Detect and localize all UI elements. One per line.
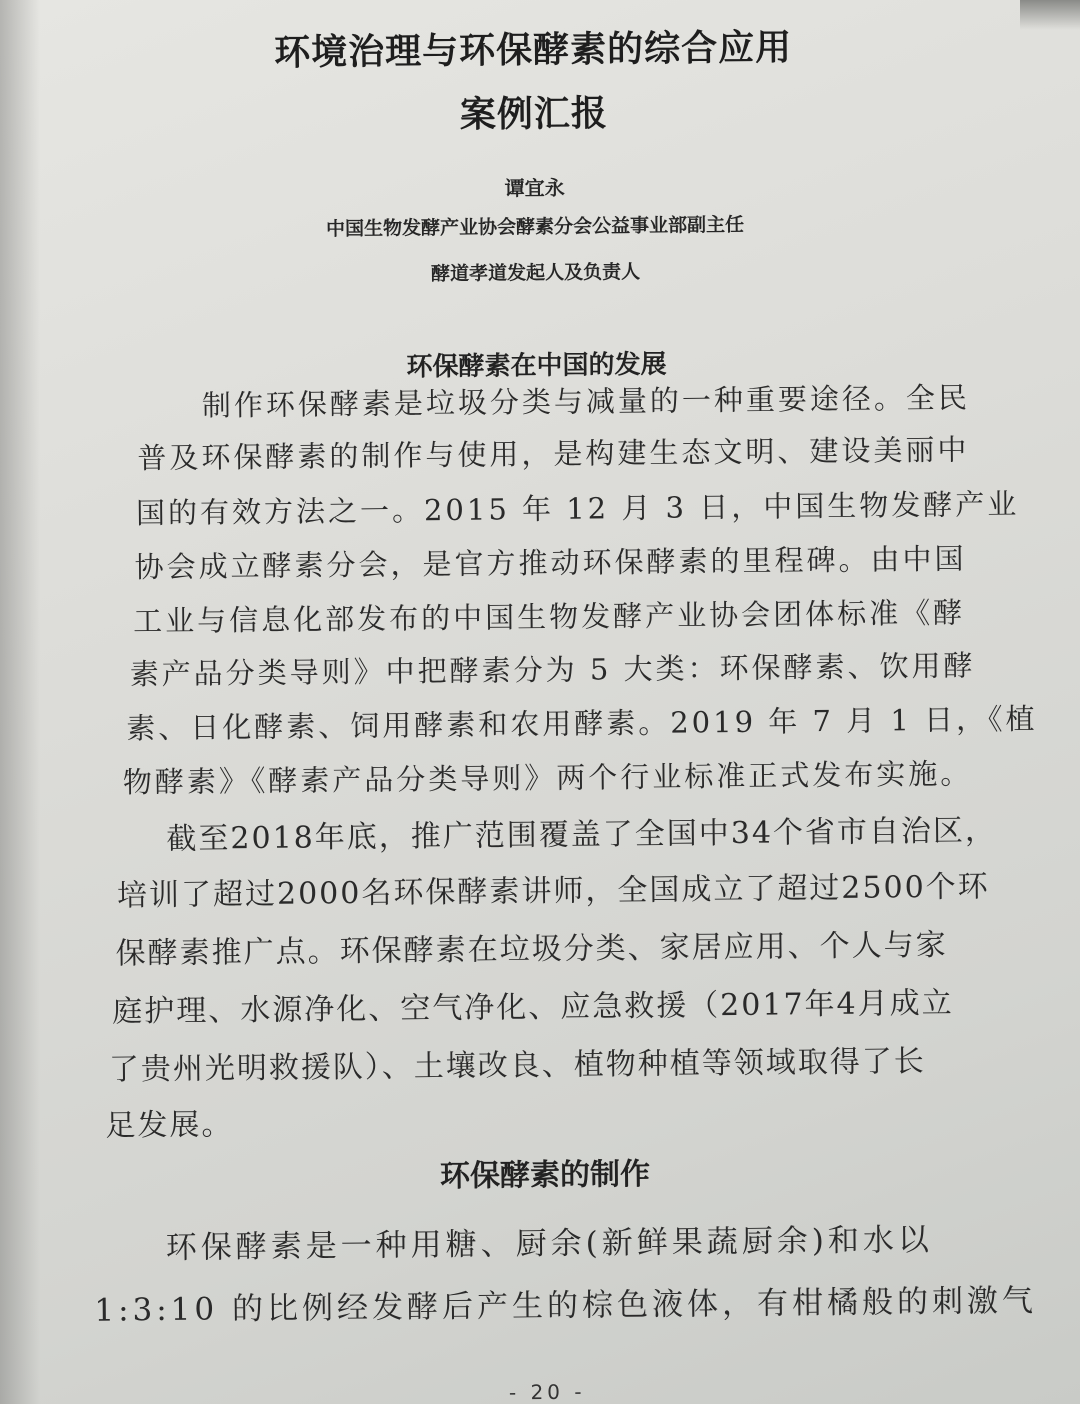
title-line-1: 环境治理与环保酵素的综合应用 xyxy=(273,26,793,74)
paragraph-3-line: 1:3:10 的比例经发酵后产生的棕色液体，有柑橘般的刺激气 xyxy=(94,1282,1038,1329)
section-2-heading: 环保酵素的制作 xyxy=(439,1156,651,1195)
paragraph-1-line: 物酵素》《酵素产品分类导则》两个行业标准正式发布实施。 xyxy=(122,756,973,800)
paragraph-2-line: 足发展。 xyxy=(105,1107,234,1144)
paragraph-2-line: 庭护理、水源净化、空气净化、应急救援（2017年4月成立 xyxy=(112,985,954,1030)
paragraph-1-line: 国的有效方法之一。2015 年 12 月 3 日，中国生物发酵产业 xyxy=(135,486,1020,531)
paragraph-2-line: 截至2018年底，推广范围覆盖了全国中34个省市自治区， xyxy=(166,813,998,857)
paragraph-1-line: 素产品分类导则》中把酵素分为 5 大类：环保酵素、饮用酵 xyxy=(129,648,976,692)
paragraph-2-line: 培训了超过2000名环保酵素讲师，全国成立了超过2500个环 xyxy=(116,869,990,914)
paragraph-3-line: 环保酵素是一种用糖、厨余(新鲜果蔬厨余)和水以 xyxy=(165,1221,934,1266)
section-1-heading: 环保酵素在中国的发展 xyxy=(406,349,667,383)
paragraph-1-line: 协会成立酵素分会，是官方推动环保酵素的里程碑。由中国 xyxy=(134,541,967,585)
author-affiliation: 中国生物发酵产业协会酵素分会公益事业部副主任 xyxy=(325,213,745,241)
paragraph-2-line: 了贵州光明救援队）、土壤改良、植物种植等领域取得了长 xyxy=(108,1043,926,1088)
paragraph-1-line: 普及环保酵素的制作与使用，是构建生态文明、建设美丽中 xyxy=(137,432,970,476)
paragraph-1-line: 制作环保酵素是垃圾分类与减量的一种重要途径。全民 xyxy=(201,380,971,423)
paragraph-1-line: 工业与信息化部发布的中国生物发酵产业协会团体标准《酵 xyxy=(132,595,966,639)
author-role: 酵道孝道发起人及负责人 xyxy=(430,260,641,286)
paragraph-2-line: 保酵素推广点。环保酵素在垃圾分类、家居应用、个人与家 xyxy=(115,927,948,972)
page-number: - 20 - xyxy=(508,1379,586,1404)
title-line-2: 案例汇报 xyxy=(459,92,609,136)
author-name: 谭宜永 xyxy=(504,175,565,201)
paragraph-1-line: 素、日化酵素、饲用酵素和农用酵素。2019 年 7 月 1 日，《植 xyxy=(126,701,1038,746)
